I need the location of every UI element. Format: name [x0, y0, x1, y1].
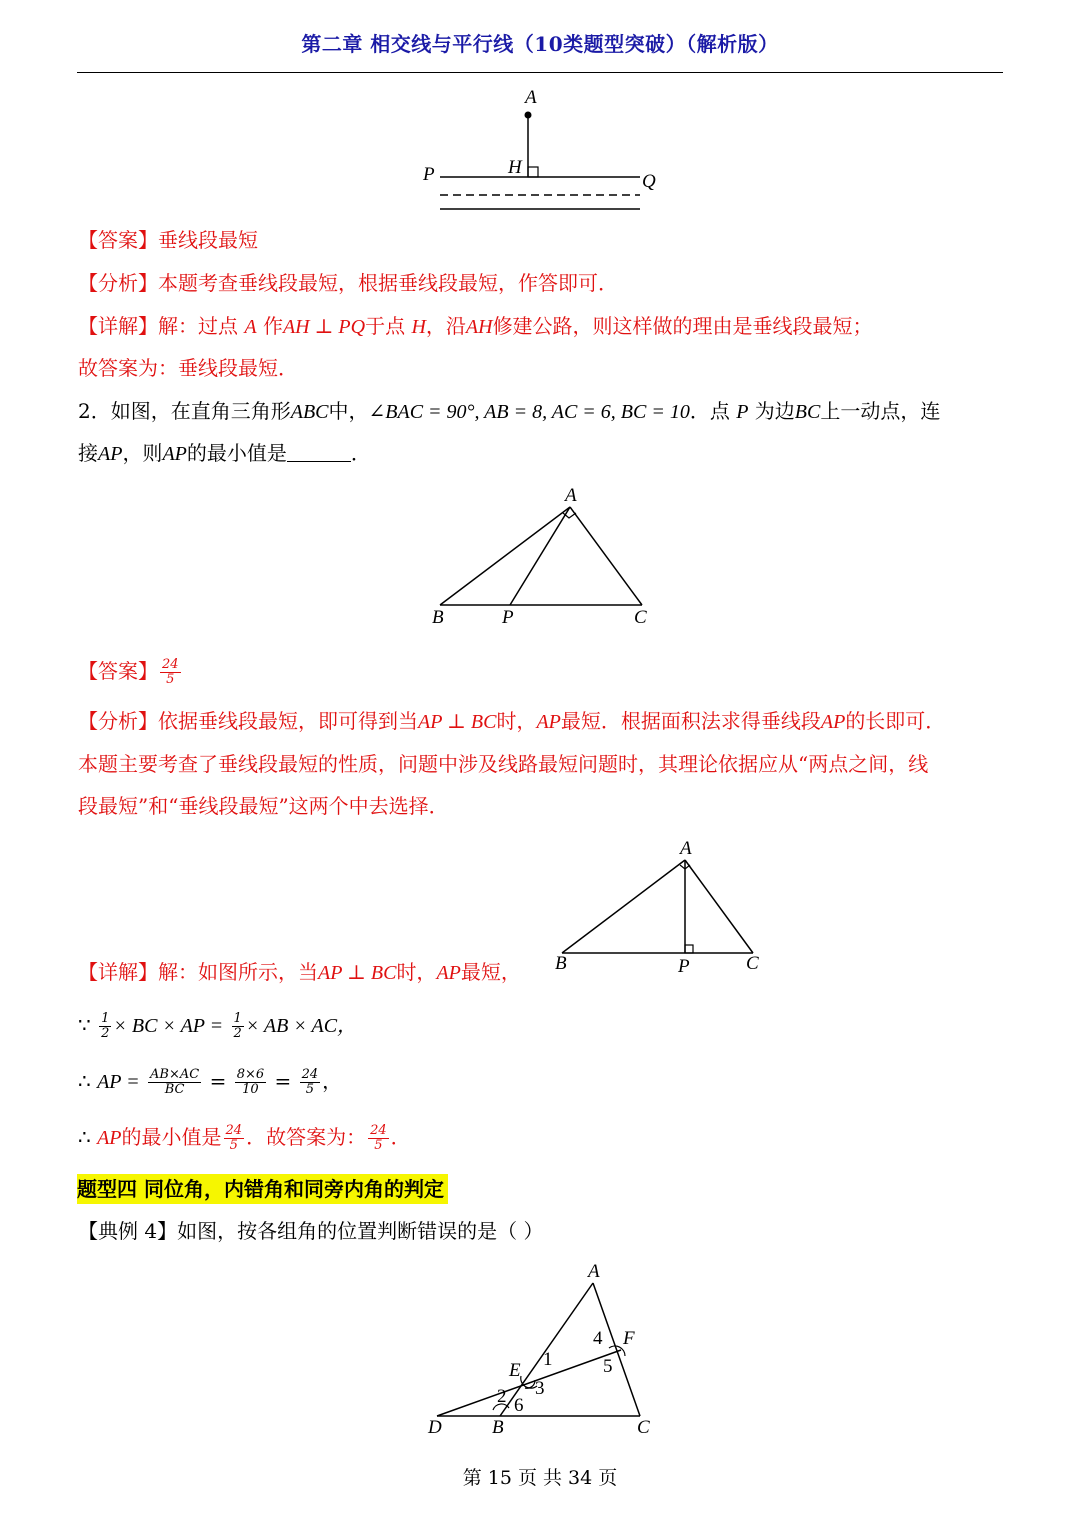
- q2-analysis-line1: 【分析】依据垂线段最短，即可得到当AP ⊥ BC时，AP最短．根据面积法求得垂线段AP的长即可．: [78, 709, 946, 733]
- angle-label-6: 6: [514, 1395, 524, 1416]
- angle-label-3: 3: [535, 1378, 545, 1399]
- label-b: B: [555, 953, 567, 974]
- side-ac: [570, 507, 642, 605]
- q2-analysis-line2: 本题主要考查了垂线段最短的性质，问题中涉及线路最短问题时，其理论依据应从“两点之间，线: [78, 752, 929, 776]
- fraction-final-1: $\frac{24}{5}$: [225, 1123, 243, 1153]
- q1-analysis: 【分析】本题考查垂线段最短，根据垂线段最短，作答即可．: [78, 271, 618, 295]
- q2-detail: 【详解】解：如图所示，当AP ⊥ BC时，AP最短，: [78, 960, 521, 984]
- fraction-final-2: $\frac{24}{5}$: [370, 1123, 387, 1153]
- fraction-8x6-over-10: $\frac{8\times 6}{10}$: [236, 1067, 265, 1097]
- right-angle-mark-p: [685, 945, 693, 953]
- page-header-title: 第二章 相交线与平行线（10类题型突破）（解析版）: [301, 32, 779, 56]
- q2-final-answer: ∴ AP的最小值是 $\frac{24}{5}$ ．故答案为： $\frac{24}{5}$ ．: [78, 1123, 411, 1153]
- label-c: C: [634, 607, 647, 628]
- q2-analysis-line3: 段最短”和“垂线段最短”这两个中去选择．: [78, 794, 449, 818]
- label-q: Q: [642, 171, 656, 192]
- label-a: A: [588, 1261, 600, 1282]
- label-h: H: [508, 157, 522, 178]
- page-footer: 第 15 页 共 34 页: [462, 1467, 618, 1489]
- angle-label-4: 4: [593, 1328, 603, 1349]
- label-c: C: [637, 1417, 650, 1438]
- q1-conclusion: 故答案为：垂线段最短．: [78, 356, 298, 380]
- answer-fraction: $\frac{24}{5}$: [162, 657, 179, 687]
- figure-triangle-altitude: [550, 835, 790, 975]
- q1-detail: 【详解】解：过点 A 作AH ⊥ PQ于点 H，沿AH修建公路，则这样做的理由是垂线段最短；: [78, 314, 873, 338]
- figure-perpendicular-road: [420, 85, 660, 215]
- example4-question: 【典例 4】如图，按各组角的位置判断错误的是（ ）: [78, 1219, 544, 1243]
- point-a: [525, 112, 532, 119]
- side-ba: [562, 860, 685, 953]
- side-ac: [593, 1283, 640, 1416]
- q2-stem-line1: 2．如图，在直角三角形ABC中，∠BAC = 90°, AB = 8, AC = 6, BC = 10．点 P 为边BC上一动点，连: [78, 399, 941, 423]
- label-c: C: [746, 953, 759, 974]
- section-heading: 题型四 同位角，内错角和同旁内角的判定: [77, 1174, 448, 1204]
- label-a: A: [565, 485, 577, 506]
- line-df: [437, 1350, 621, 1416]
- q2-equation-2: ∴ AP = $\frac{AB\times AC}{BC}$ = $\frac{8\times 6}{10}$ = $\frac{24}{5}$ ，: [78, 1067, 343, 1097]
- right-angle-mark: [528, 167, 538, 177]
- label-a: A: [680, 838, 692, 859]
- header-divider: [77, 72, 1003, 73]
- segment-ap: [510, 507, 570, 605]
- q1-answer: 【答案】垂线段最短: [78, 228, 258, 252]
- side-ac: [685, 860, 753, 953]
- side-ba: [440, 507, 570, 605]
- label-p: P: [678, 956, 690, 977]
- figure-angles: [425, 1258, 665, 1443]
- fraction-24-over-5: $\frac{24}{5}$: [301, 1067, 319, 1097]
- label-p: P: [502, 607, 514, 628]
- fraction-half: $\frac{1}{2}$: [101, 1011, 110, 1041]
- fraction-ab-ac-over-bc: $\frac{AB\times AC}{BC}$: [150, 1067, 200, 1097]
- label-f: F: [623, 1328, 635, 1349]
- label-e: E: [509, 1360, 521, 1381]
- angle-label-1: 1: [543, 1349, 553, 1370]
- angle-label-2: 2: [497, 1386, 507, 1407]
- label-b: B: [492, 1417, 504, 1438]
- label-a: A: [525, 87, 537, 108]
- angle-label-5: 5: [603, 1356, 613, 1377]
- figure-triangle-ap: [425, 485, 665, 628]
- label-p: P: [423, 164, 435, 185]
- answer-blank: [287, 443, 351, 462]
- label-d: D: [428, 1417, 442, 1438]
- q2-stem-line2: 接AP，则AP的最小值是 ．: [78, 441, 371, 465]
- fraction-half: $\frac{1}{2}$: [233, 1011, 242, 1041]
- label-b: B: [432, 607, 444, 628]
- q2-answer: 【答案】 $\frac{24}{5}$: [78, 657, 179, 687]
- q2-equation-1: ∵ $\frac{1}{2}$ × BC × AP = $\frac{1}{2}$ × AB × AC，: [78, 1011, 358, 1041]
